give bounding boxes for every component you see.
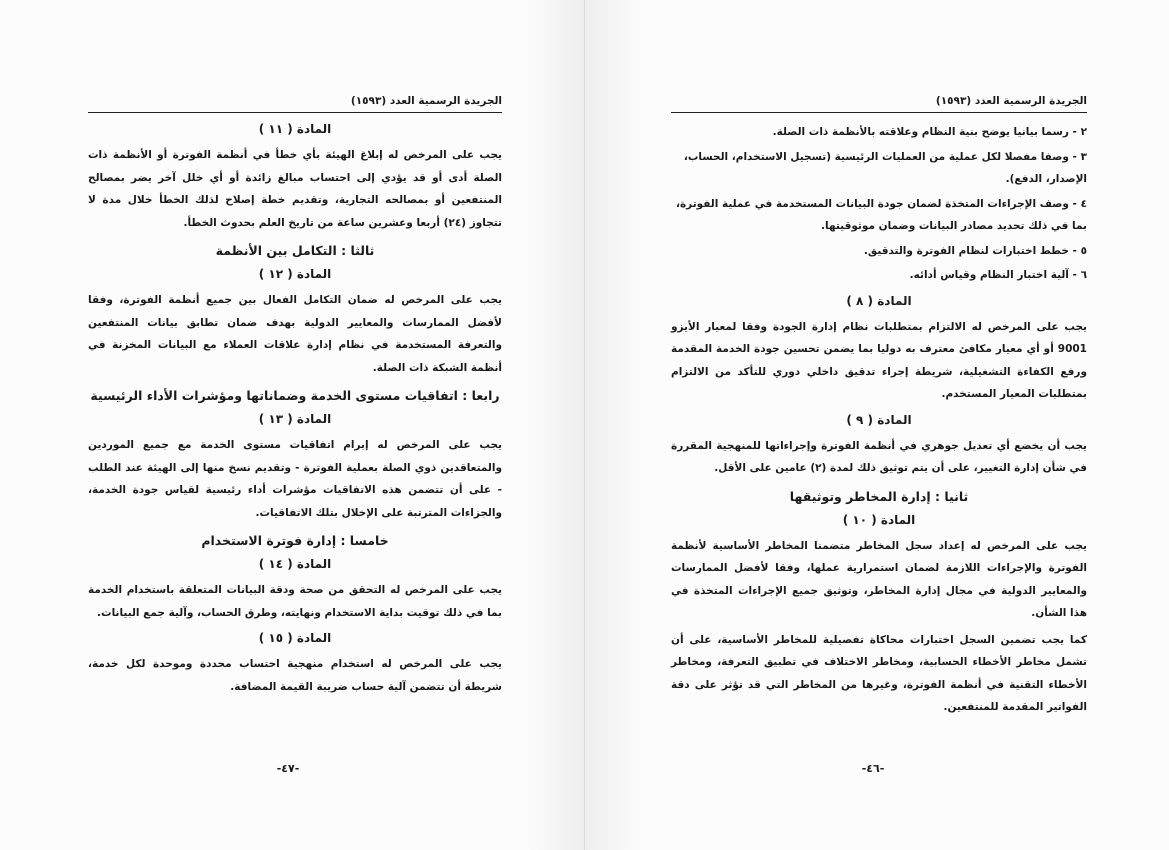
article-title: المادة ( ١٥ ) — [258, 631, 332, 645]
article-title: المادة ( ٩ ) — [846, 412, 912, 427]
left-page-header: الجريدة الرسمية العدد (١٥٩٣) — [88, 94, 502, 113]
paragraph: يجب على المرخص له إبلاغ الهيئة بأي خطأ في أنظمة الفوترة أو الأنظمة ذات الصلة أدى أو قد يؤدي إلى احتساب مبالغ زائدة أو أي خلل آخر يضر بمصالح المنتفعين أو بمصالحه التجارية، وتقديم خطة إصلاح لذلك الخطأ خلال مدة لا تتجاوز (٢٤) أربعا وعشرين ساعة من تاريخ العلم بحدوث الخطأ. — [88, 149, 502, 229]
left-page — [0, 0, 584, 850]
list-item: ٦ - آلية اختبار النظام وقياس أدائه. — [909, 269, 1087, 281]
section-title: ثانيا : إدارة المخاطر وتوثيقها — [789, 488, 969, 504]
section-title: رابعا : اتفاقيات مستوى الخدمة وضماناتها ومؤشرات الأداء الرئيسية — [90, 388, 500, 403]
section-title: خامسا : إدارة فوترة الاستخدام — [201, 533, 389, 548]
left-page-body — [88, 121, 502, 698]
right-page-header: الجريدة الرسمية العدد (١٥٩٣) — [671, 94, 1087, 113]
article-title: المادة ( ٨ ) — [846, 293, 912, 308]
list-item: ٣ - وصفا مفصلا لكل عملية من العمليات الرئيسية (تسجيل الاستخدام، الحساب، الإصدار، الدفع). — [683, 150, 1087, 185]
right-page-number: -٤٦- — [861, 762, 885, 775]
article-title: المادة ( ١٣ ) — [258, 412, 332, 426]
section-title: ثالثا : التكامل بين الأنظمة — [215, 243, 375, 258]
left-page-number: -٤٧- — [276, 762, 300, 775]
article-title: المادة ( ١٤ ) — [258, 557, 332, 571]
list-item: ٤ - وصف الإجراءات المتخذة لضمان جودة البيانات المستخدمة في عملية الفوترة، بما في ذلك تحديد مصادر البيانات وضمان موثوقيتها. — [675, 197, 1087, 232]
right-page-body — [671, 121, 1087, 719]
left-page-content — [88, 94, 502, 702]
paragraph: يجب على المرخص له ضمان التكامل الفعال بين جميع أنظمة الفوترة، وفقا لأفضل الممارسات والمعايير الدولية بهدف ضمان تطابق بيانات المنتفعين والتعرفة المستخدمة في نظام إدارة علاقات العملاء مع البيانات المخزنة في أنظمة الشبكة ذات الصلة. — [88, 294, 502, 374]
article-title: المادة ( ١١ ) — [258, 122, 332, 136]
right-page-content — [671, 94, 1087, 723]
paragraph: يجب أن يخضع أي تعديل جوهري في أنظمة الفوترة وإجراءاتها للمنهجية المقررة في شأن إدارة التغيير، على أن يتم توثيق ذلك لمدة (٢) عامين على الأقل. — [671, 439, 1087, 474]
paragraph: يجب على المرخص له إعداد سجل المخاطر متضمنا المخاطر الأساسية لأنظمة الفوترة والإجراءات اللازمة لضمان استمرارية عملها، وفقا لأفضل الممارسات والمعايير الدولية في مجال إدارة المخاطر، وتوثيق جميع الإجراءات المتخذة في هذا الشأن. — [671, 539, 1087, 619]
article-title: المادة ( ١٠ ) — [842, 512, 916, 527]
paragraph: يجب على المرخص له إبرام اتفاقيات مستوى الخدمة مع جميع الموردين والمتعاقدين ذوي الصلة بعملية الفوترة - وتقديم نسخ منها إلى الهيئة عند الطلب - على أن تتضمن هذه الاتفاقيات مؤشرات أداء رئيسية لقياس جودة الخدمة، والجزاءات المترتبة على الإخلال بتلك الاتفاقيات. — [88, 439, 502, 519]
paragraph: كما يجب تضمين السجل اختبارات محاكاة تفصيلية للمخاطر الأساسية، على أن تشمل مخاطر الأخطاء الحسابية، ومخاطر الاختلاف في تطبيق التعرفة، ومخاطر الأخطاء التقنية في أنظمة الفوترة، وغيرها من المخاطر التي قد تؤثر على دقة الفواتير المقدمة للمنتفعين. — [671, 633, 1087, 713]
list-item: ٢ - رسما بيانيا يوضح بنية النظام وعلاقته بالأنظمة ذات الصلة. — [772, 126, 1087, 138]
right-page — [585, 0, 1169, 850]
list-item: ٥ - خطط اختبارات لنظام الفوترة والتدقيق. — [863, 244, 1087, 257]
article-title: المادة ( ١٢ ) — [258, 267, 332, 281]
paragraph: يجب على المرخص له التحقق من صحة ودقة البيانات المتعلقة باستخدام الخدمة بما في ذلك توقيت بداية الاستخدام ونهايته، وطرق الحساب، وآلية جمع البيانات. — [88, 584, 502, 619]
paragraph: يجب على المرخص له الالتزام بمتطلبات نظام إدارة الجودة وفقا لمعيار الأيزو 9001 أو أي معيار مكافئ معترف به دوليا بما يضمن تحسين جودة الخدمة المقدمة ورفع الكفاءة التشغيلية، شريطة إجراء تدقيق داخلي دوري للتأكد من الالتزام بمتطلبات المعيار المستخدم. — [671, 320, 1087, 400]
paragraph: يجب على المرخص له استخدام منهجية احتساب محددة وموحدة لكل خدمة، شريطة أن تتضمن آلية حساب ضريبة القيمة المضافة. — [88, 658, 502, 693]
